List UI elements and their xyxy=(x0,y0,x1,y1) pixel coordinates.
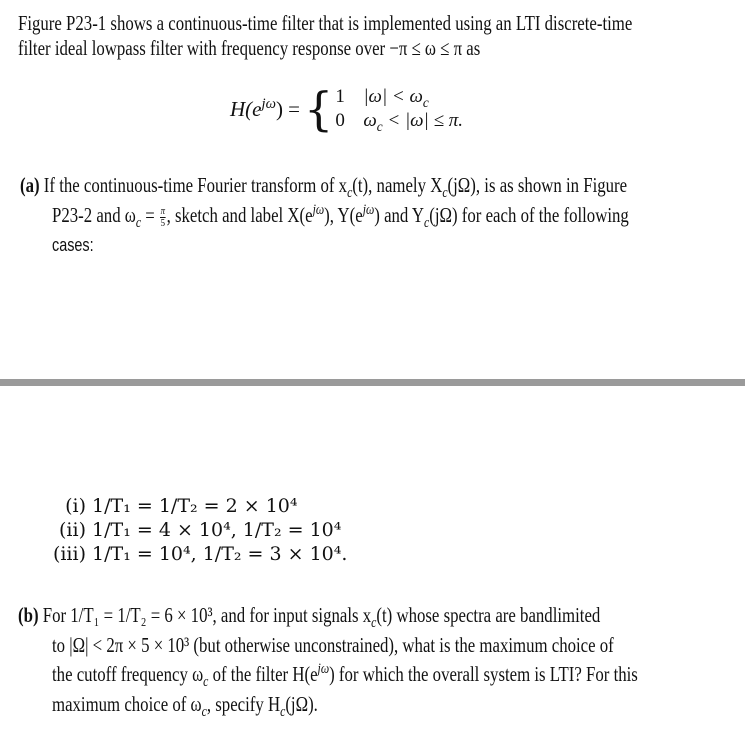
part-a-line-2-wrap xyxy=(52,202,745,232)
left-brace: { xyxy=(304,82,334,136)
pi-over-5-fraction: $\frac{\pi}{5}$ xyxy=(160,204,165,229)
part-a-line-1: (a) If the continuous-time Fourier transform of $x_c(t)$, namely $X_c(j\Omega)$, is as shown in Figure xyxy=(20,173,628,202)
case-item-ii: (ii) 1/T₁ = 4 × 10⁴, 1/T₂ = 10⁴ xyxy=(59,519,342,541)
part-a xyxy=(20,173,745,202)
part-b-line-2: to |Ω| < 2π × 5 × 10³ (but otherwise unconstrained), what is the maximum choice of xyxy=(52,633,614,657)
cases-list xyxy=(0,494,347,566)
part-a-line-3: cases: xyxy=(52,235,94,255)
part-b-line-4-wrap xyxy=(52,692,384,721)
intro-line-1: Figure P23-1 shows a continuous-time filter that is implemented using an LTI discrete-time xyxy=(18,11,633,35)
equation-lhs-close: ) = xyxy=(275,96,301,121)
case-item-i: (i) 1/T₁ = 1/T₂ = 2 × 10⁴ xyxy=(65,495,298,517)
piecewise-equation xyxy=(230,83,463,135)
part-a-label: (a) xyxy=(20,173,40,197)
equation-lhs-sup: jω xyxy=(261,95,276,112)
section-divider xyxy=(0,379,745,386)
intro-paragraph xyxy=(18,12,745,60)
part-b-label: (b) xyxy=(18,603,39,627)
equation-lhs: H(e xyxy=(230,96,262,121)
part-a-line-2: P23-2 and $\omega_c$ = $\frac{\pi}{5}$ , sketch and label $X(e^{j\omega})$, $Y(e^{j\omega})$ and $Y_c(j\Omega)$ for each of the following xyxy=(52,202,629,232)
part-b-line-2-wrap xyxy=(52,634,745,657)
equation-case-2: 0 $\omega_c < |\omega| \le \pi$. xyxy=(335,110,464,134)
part-b-line-4: maximum choice of $\omega_c$, specify $H_c(j\Omega)$. xyxy=(52,692,318,721)
intro-line-2: filter ideal lowpass filter with frequency response over −π ≤ ω ≤ π as xyxy=(18,36,481,60)
part-a-line-3-wrap xyxy=(52,234,104,256)
case-item-iii: (iii) 1/T₁ = 10⁴, 1/T₂ = 3 × 10⁴. xyxy=(52,543,348,565)
part-b xyxy=(18,603,745,632)
part-b-line-1: (b) For 1/T₁ = 1/T₂ = 6 × 10³, and for input signals $x_c(t)$ whose spectra are bandlimited xyxy=(18,603,601,632)
part-b-line-3: the cutoff frequency $\omega_c$ of the filter $H(e^{j\omega})$ for which the overall system is LTI? For this xyxy=(52,661,638,691)
equation-case-1: 1 $|\omega| < \omega_c$ xyxy=(335,86,429,110)
equation-cases xyxy=(335,85,463,133)
part-b-line-3-wrap xyxy=(52,661,745,691)
